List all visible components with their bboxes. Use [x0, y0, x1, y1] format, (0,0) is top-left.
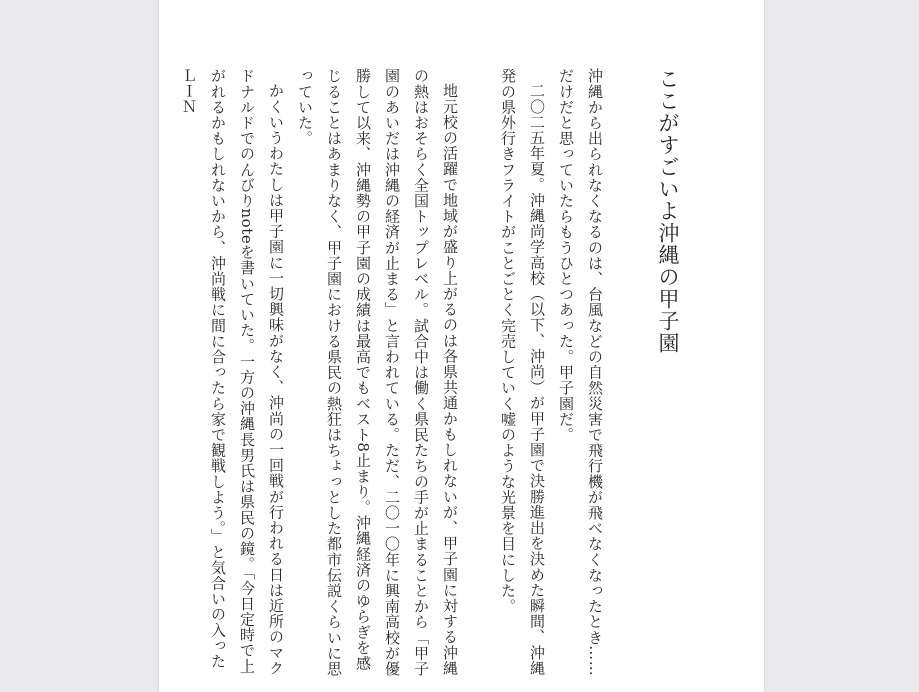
article-title: ここがすごいよ沖縄の甲子園: [656, 68, 680, 354]
paragraph-3: 地元校の活躍で地域が盛り上がるのは各県共通かもしれないが、甲子園に対する沖縄の熱はおそらく全国トップレベル。試合中は働く県民たちの手が止まることから「甲子園のあいだは沖縄の経済が止まる」と言われている。ただ、二〇一〇年に興南高校が優勝して以来、沖縄勢の甲子園の成績は最高でもベスト8止まり。沖縄経済のゆらぎを感じることはあまりなく、甲子園における県民の熱狂はちょっとした都市伝説くらいに思っていた。: [296, 68, 459, 677]
document-page: [159, 0, 764, 692]
title-spacer: [609, 68, 653, 684]
paragraph-4: かくいうわたしは甲子園に一切興味がなく、沖尚の一回戦が行われる日は近所のマクドナルドでのんびりnoteを書いていた。一方の沖縄長男氏は県民の鏡。「今日定時で上がれるかもしれないから、沖尚戦に間に合ったら家で観戦しよう。」と気合いの入ったＬＩＮ: [180, 68, 285, 676]
paragraph-1: 沖縄から出られなくなるのは、台風などの自然災害で飛行機が飛べなくなったとき……だけだと思っていたらもうひとつあった。甲子園だ。: [557, 68, 604, 677]
vertical-article: [174, 68, 682, 684]
paragraph-gap: [464, 68, 493, 684]
paragraph-2: 二〇二五年夏。沖縄尚学高校（以下、沖尚）が甲子園で決勝進出を決めた瞬間、沖縄発の県外行きフライトがことごとく完売していく嘘のような光景を目にした。: [499, 68, 546, 676]
